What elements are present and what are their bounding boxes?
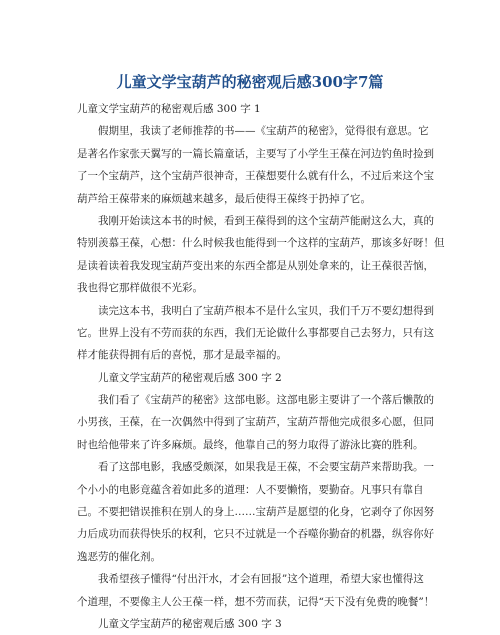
text-line: 己。不要把错误推积在别人的身上……宝葫芦是愿望的化身，它剥夺了你因努	[77, 506, 434, 519]
text-line: 时也给他带来了许多麻烦。最终，他靠自己的努力取得了游泳比赛的胜利。	[77, 438, 424, 451]
text-line: 了一个宝葫芦，这个宝葫芦很神奇，王葆想要什么就有什么，不过后来这个宝	[77, 170, 434, 183]
text-line: 儿童文学宝葫芦的秘密观后感 300 字 1	[77, 103, 261, 115]
text-line: 儿童文学宝葫芦的秘密观后感 300 字 2	[98, 371, 282, 384]
text-line: 个小小的电影竟蕴含着如此多的道理：人不要懒惰，要勤奋。凡事只有靠自	[77, 483, 424, 496]
text-line: 小男孩，王葆，在一次偶然中得到了宝葫芦，宝葫芦帮他完成很多心愿，但同	[77, 416, 434, 429]
text-line: 特别羡慕王葆，心想：什么时候我也能得到一个这样的宝葫芦，那该多好呀！但	[77, 237, 445, 250]
text-line: 是读着读着我发现宝葫芦变出来的东西全都是从别处拿来的，让王葆很苦恼，	[77, 259, 434, 272]
text-line: 我们看了《宝葫芦的秘密》这部电影。这部电影主要讲了一个落后懒散的	[98, 394, 434, 407]
text-line: 假期里，我读了老师推荐的书——《宝葫芦的秘密》，觉得很有意思。它	[98, 125, 429, 138]
text-line: 我希望孩子懂得“付出汗水，才会有回报”这个道理，希望大家也懂得这	[98, 573, 424, 586]
document-body	[77, 98, 445, 635]
text-line: 逸恶劳的催化剂。	[77, 550, 161, 563]
text-line: 儿童文学宝葫芦的秘密观后感 300 字 3	[98, 617, 282, 630]
text-line: 读完这本书，我明白了宝葫芦根本不是什么宝贝，我们千万不要幻想得到	[98, 304, 434, 317]
text-line: 葫芦给王葆带来的麻烦越来越多，最后使得王葆终于扔掉了它。	[77, 192, 371, 205]
text-line: 看了这部电影，我感受颇深，如果我是王葆，不会要宝葫芦来帮助我。一	[98, 461, 434, 474]
text-line: 我刚开始读这本书的时候，看到王葆得到的这个宝葫芦能耐这么大，真的	[98, 214, 434, 227]
text-line: 它。世界上没有不劳而获的东西，我们无论做什么事都要自己去努力，只有这	[77, 326, 434, 339]
document-title: 儿童文学宝葫芦的秘密观后感300字7篇	[116, 73, 384, 91]
text-line: 力后成功而获得快乐的权利，它只不过就是一个吞噬你勤奋的机器，纵容你好	[77, 528, 434, 541]
text-line: 我也得它那样做很不光彩。	[77, 282, 203, 295]
text-line: 个道理，不要像主人公王葆一样，想不劳而获，记得“天下没有免费的晚餐”！	[77, 595, 435, 608]
text-line: 是著名作家张天翼写的一篇长篇童话，主要写了小学生王葆在河边钓鱼时捡到	[77, 147, 434, 160]
text-line: 样才能获得拥有后的喜悦，那才是最幸福的。	[77, 349, 287, 362]
